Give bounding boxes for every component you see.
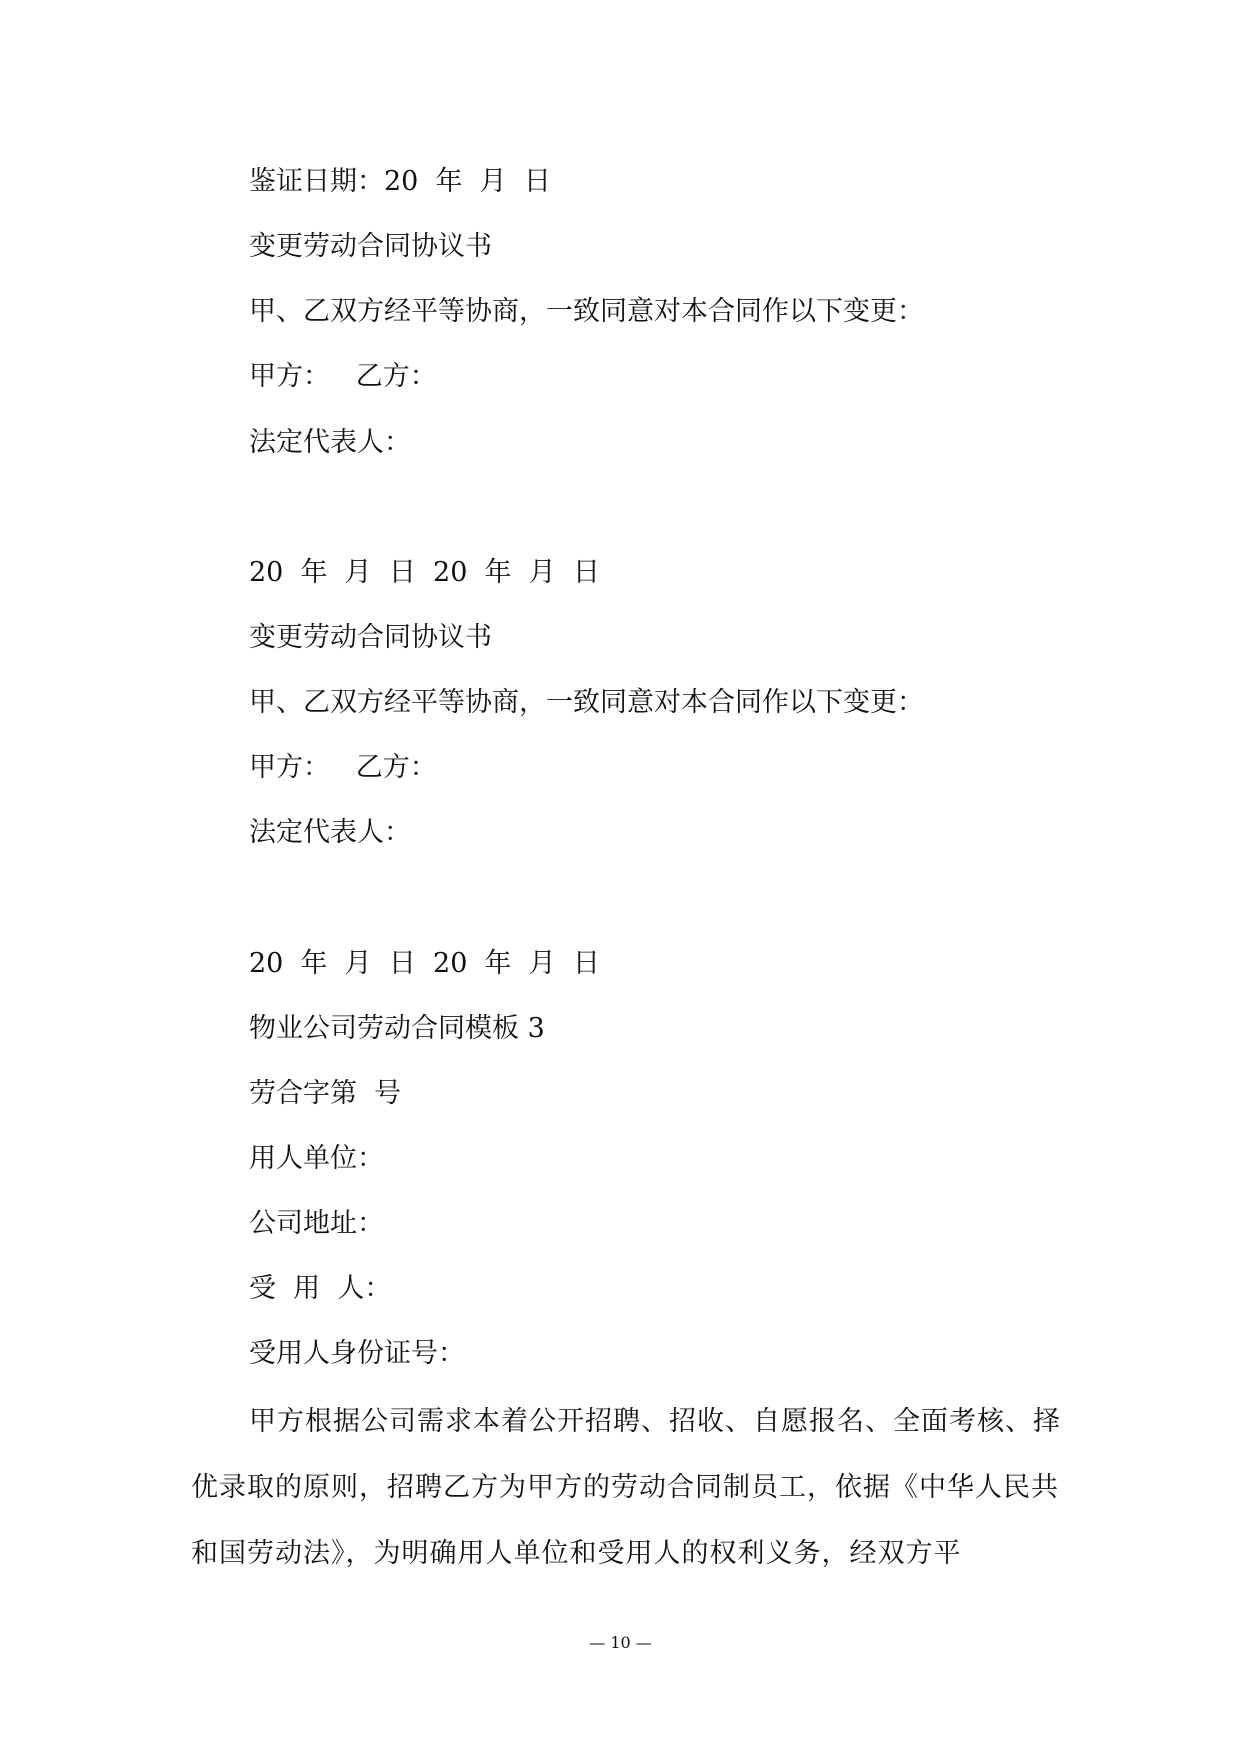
- employee-id-line: 受用人身份证号：: [249, 1338, 465, 1369]
- verification-date-line: 鉴证日期：20 年 月 日: [249, 166, 551, 197]
- body-paragraph: 甲方根据公司需求本着公开招聘、招收、自愿报名、全面考核、择优录取的原则，招聘乙方为甲方的劳动合同制员工，依据《中华人民共和国劳动法》，为明确用人单位和受用人的权利义务，经双方平: [191, 1406, 1061, 1569]
- agreement-text: 甲、乙双方经平等协商，一致同意对本合同作以下变更：: [249, 687, 924, 718]
- template-heading: 物业公司劳动合同模板 3: [249, 1013, 545, 1044]
- signature-date-line: 20 年 月 日 20 年 月 日: [249, 948, 600, 979]
- contract-number-line: 劳合字第 号: [249, 1078, 402, 1109]
- employer-line: 用人单位：: [249, 1143, 384, 1174]
- page-number: — 10 —: [589, 1633, 652, 1652]
- parties-line: 甲方： 乙方：: [249, 361, 437, 392]
- signature-date-line: 20 年 月 日 20 年 月 日: [249, 557, 600, 588]
- legal-representative-line: 法定代表人：: [249, 817, 411, 848]
- agreement-text: 甲、乙双方经平等协商，一致同意对本合同作以下变更：: [249, 296, 924, 327]
- company-address-line: 公司地址：: [249, 1208, 384, 1239]
- agreement-title: 变更劳动合同协议书: [249, 231, 492, 262]
- employee-line: 受 用 人：: [249, 1273, 392, 1304]
- parties-line: 甲方： 乙方：: [249, 752, 437, 783]
- legal-representative-line: 法定代表人：: [249, 427, 411, 458]
- agreement-title: 变更劳动合同协议书: [249, 622, 492, 653]
